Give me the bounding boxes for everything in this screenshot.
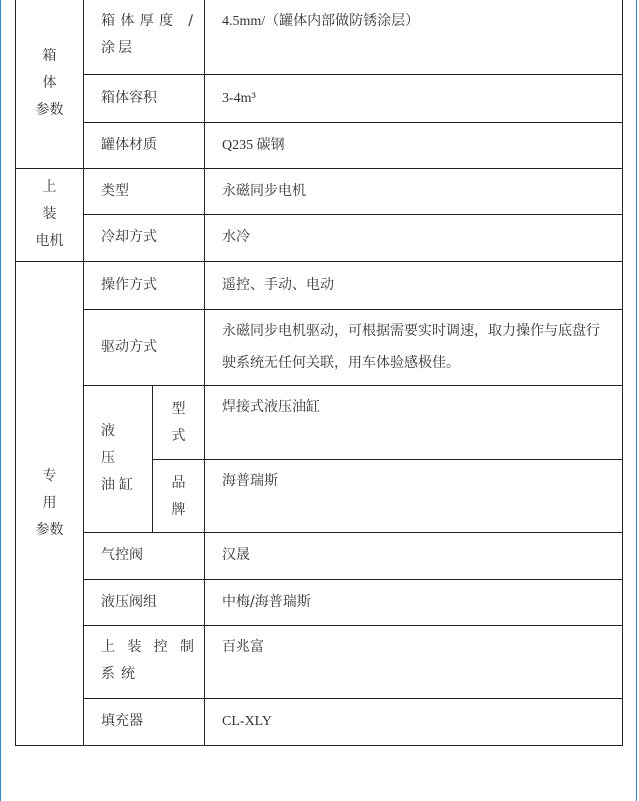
sub-row-label (153, 459, 205, 532)
row-value: 汉晟 (205, 532, 623, 579)
row-value: 永磁同步电机 (205, 168, 623, 214)
row-value: 焊接式液压油缸 (205, 385, 623, 459)
table-row (16, 698, 623, 745)
table-row (16, 532, 623, 579)
category-line-2: 参数 (35, 521, 64, 538)
row-label: 罐体材质 (84, 122, 205, 168)
row-value: 百兆富 (205, 625, 623, 698)
left-frame-line (0, 0, 1, 801)
row-label: 冷却方式 (84, 214, 205, 261)
row-value: 遥控、手动、电动 (205, 261, 623, 309)
table-row (16, 261, 623, 309)
spec-table (15, 0, 623, 746)
category-line-2: 电机 (35, 233, 64, 249)
category-motor-params (16, 168, 84, 261)
row-value: 永磁同步电机驱动，可根据需要实时调速，取力操作与底盘行驶系统无任何关联，用车体验感极佳。 (205, 309, 623, 385)
row-label: 上装控制系统 (84, 625, 205, 698)
row-value: 3-4m³ (205, 74, 623, 122)
table-row (16, 122, 623, 168)
row-label: 驱动方式 (84, 309, 205, 385)
category-line-1: 上 装 (42, 179, 71, 222)
category-special-params (16, 261, 84, 745)
row-value: 中梅/海普瑞斯 (205, 579, 623, 625)
row-value-text: 4.5mm/（罐体内部做防锈涂层） (222, 14, 420, 29)
table-row (16, 214, 623, 261)
row-value: Q235 碳钢 (205, 122, 623, 168)
row-value: CL-XLY (205, 698, 623, 745)
row-value: 水冷 (205, 214, 623, 261)
table-row (16, 385, 623, 459)
row-value (205, 0, 623, 74)
table-row (16, 579, 623, 625)
row-label: 气控阀 (84, 532, 205, 579)
category-box-params (16, 0, 84, 168)
right-frame-line (636, 0, 637, 801)
row-label: 箱体容积 (84, 74, 205, 122)
row-label: 操作方式 (84, 261, 205, 309)
sub-row-label-text: 品 牌 (171, 474, 186, 518)
category-line-1: 专 用 (42, 467, 71, 511)
category-line-2: 参数 (35, 102, 64, 119)
hydraulic-cylinder-group: 液 压 油缸 (84, 385, 153, 532)
table-row (16, 74, 623, 122)
table-row (16, 168, 623, 214)
category-line-1: 箱 体 (42, 48, 71, 92)
sub-row-label (153, 385, 205, 459)
row-label: 类型 (84, 168, 205, 214)
table-row (16, 309, 623, 385)
table-row (16, 0, 623, 74)
row-label: 填充器 (84, 698, 205, 745)
row-label: 箱体厚度 /涂层 (84, 0, 205, 74)
row-value: 海普瑞斯 (205, 459, 623, 532)
table-row (16, 625, 623, 698)
sub-row-label-text: 型 式 (171, 400, 186, 444)
row-label: 液压阀组 (84, 579, 205, 625)
